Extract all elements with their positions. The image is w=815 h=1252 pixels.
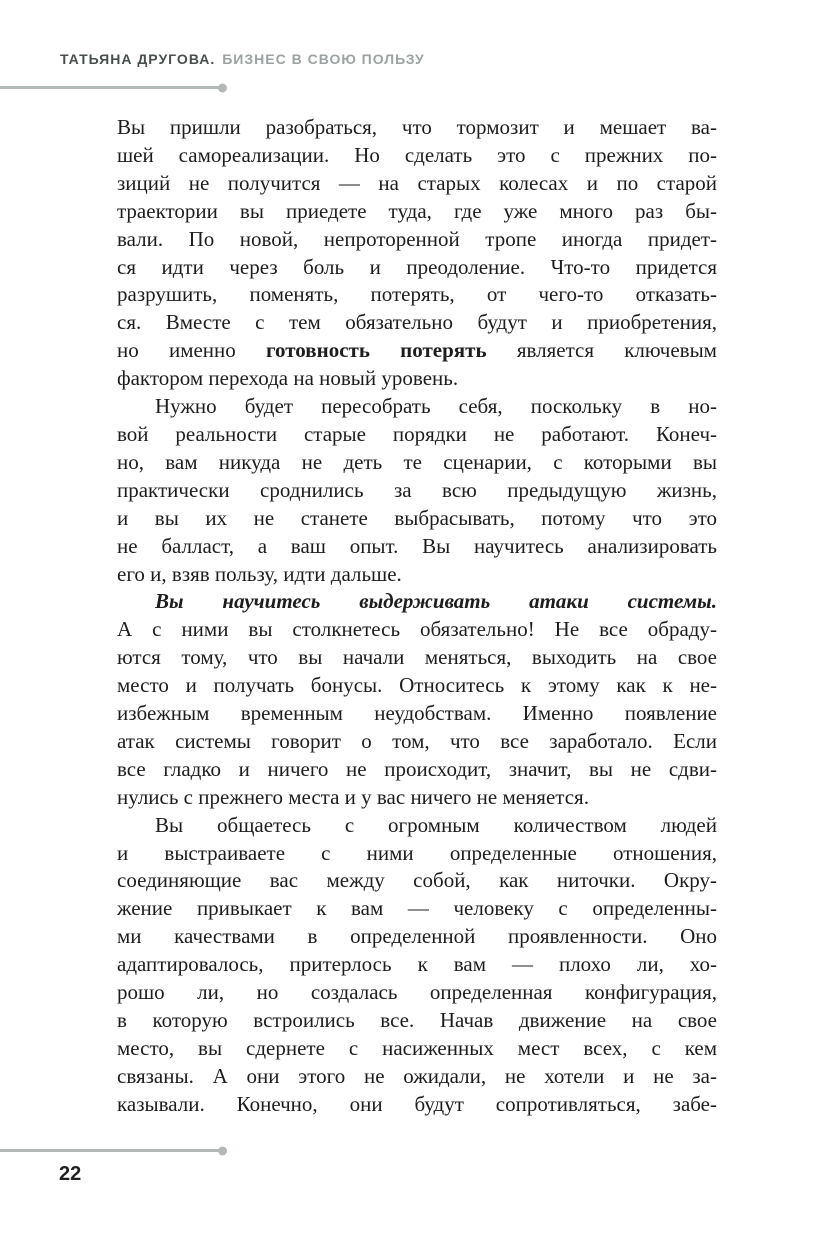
text-segment: но, вам никуда не деть те сценарии, с которыми вы <box>117 449 717 474</box>
text-line <box>117 812 717 840</box>
text-line <box>117 309 717 337</box>
text-segment: А с ними вы столкнетесь обязательно! Не все обраду- <box>117 617 717 642</box>
text-line <box>117 700 717 728</box>
text-segment: адаптировалось, притерлось к вам — плохо ли, хо- <box>117 952 717 977</box>
rule-end-dot <box>218 83 227 92</box>
text-line <box>117 951 717 979</box>
paragraph <box>117 588 717 811</box>
text-segment: фактором перехода на новый уровень. <box>117 366 459 391</box>
text-segment: Вы общаетесь с огромным количеством людей <box>155 812 717 837</box>
running-head <box>60 51 425 67</box>
text-line <box>117 728 717 756</box>
text-segment: ся идти через боль и преодоление. Что-то придется <box>117 254 717 279</box>
text-segment: жение привыкает к вам — человеку с определенны- <box>117 896 717 921</box>
text-line <box>117 979 717 1007</box>
text-segment: избежным временным неудобствам. Именно появление <box>117 701 717 726</box>
text-line <box>117 254 717 282</box>
text-line <box>117 644 717 672</box>
text-segment: нулись с прежнего места и у вас ничего не меняется. <box>117 784 589 809</box>
footer-rule <box>0 1149 219 1152</box>
text-segment: и выстраиваете с ними определенные отношения, <box>117 840 717 865</box>
text-line <box>117 393 717 421</box>
text-line <box>117 365 717 393</box>
text-line <box>117 421 717 449</box>
text-segment: и вы их не станете выбрасывать, потому что это <box>117 505 717 530</box>
text-line <box>117 198 717 226</box>
text-segment: в которую встроились все. Начав движение на свое <box>117 1008 717 1032</box>
text-line <box>117 281 717 309</box>
text-line <box>117 588 717 616</box>
text-segment: ся. Вместе с тем обязательно будут и приобретения, <box>117 310 717 335</box>
rule-end-dot <box>218 1146 227 1155</box>
text-segment: Нужно будет пересобрать себя, поскольку в но- <box>155 394 717 419</box>
text-line <box>117 756 717 784</box>
paragraph <box>117 393 717 588</box>
text-segment: ются тому, что вы начали меняться, выходить на свое <box>117 645 717 670</box>
paragraph <box>117 114 717 393</box>
text-line <box>117 477 717 505</box>
text-segment: вали. По новой, непроторенной тропе иногда придет- <box>117 226 717 251</box>
emphasized-text: готовность потерять <box>266 338 487 363</box>
text-line <box>117 226 717 254</box>
text-line <box>117 840 717 868</box>
text-segment: Вы пришли разобраться, что тормозит и мешает ва- <box>117 115 717 139</box>
text-segment: казывали. Конечно, они будут сопротивляться, забе- <box>117 1091 717 1116</box>
text-segment: место и получать бонусы. Относитесь к этому как к не- <box>117 673 717 698</box>
text-line <box>117 867 717 895</box>
text-segment: все гладко и ничего не происходит, значит, вы не сдви- <box>117 756 717 781</box>
text-line <box>117 1091 717 1119</box>
text-line <box>117 505 717 533</box>
book-title: БИЗНЕС В СВОЮ ПОЛЬЗУ <box>222 51 425 67</box>
text-line <box>117 923 717 951</box>
header-rule <box>0 86 219 89</box>
text-line <box>117 672 717 700</box>
text-line <box>117 449 717 477</box>
page-number: 22 <box>59 1163 82 1185</box>
text-line <box>117 142 717 170</box>
text-line <box>117 895 717 923</box>
emphasized-text: Вы научитесь выдерживать атаки системы. <box>155 589 717 614</box>
text-segment: атак системы говорит о том, что все заработало. Если <box>117 728 717 753</box>
text-line <box>117 1063 717 1091</box>
text-segment: шей самореализации. Но сделать это с прежних по- <box>117 142 717 167</box>
text-segment: место, вы сдернете с насиженных мест всех, с кем <box>117 1035 717 1060</box>
text-segment: не балласт, а ваш опыт. Вы научитесь анализировать <box>117 533 717 558</box>
text-segment: но именно <box>117 338 267 363</box>
text-segment: связаны. А они этого не ожидали, не хотели и не за- <box>117 1063 717 1088</box>
text-segment: вой реальности старые порядки не работают. Конеч- <box>117 421 717 446</box>
text-segment: зиций не получится — на старых колесах и по старой <box>117 170 717 195</box>
text-line <box>117 114 717 142</box>
text-line <box>117 170 717 198</box>
text-line <box>117 337 717 365</box>
text-segment: его и, взяв пользу, идти дальше. <box>117 561 402 586</box>
text-segment: разрушить, поменять, потерять, от чего-то отказать- <box>117 282 717 307</box>
text-line <box>117 1035 717 1063</box>
text-line <box>117 561 717 589</box>
text-line <box>117 616 717 644</box>
text-line <box>117 533 717 561</box>
body-text <box>117 114 717 1119</box>
text-segment: соединяющие вас между собой, как ниточки. Окру- <box>117 868 717 893</box>
text-segment: рошо ли, но создалась определенная конфигурация, <box>117 980 717 1005</box>
author-name: ТАТЬЯНА ДРУГОВА. <box>60 51 216 67</box>
text-segment: траектории вы приедете туда, где уже много раз бы- <box>117 198 717 223</box>
text-segment: является ключевым <box>486 338 717 363</box>
text-line <box>117 784 717 812</box>
text-line <box>117 1007 717 1035</box>
paragraph <box>117 812 717 1119</box>
text-segment: практически сроднились за всю предыдущую жизнь, <box>117 477 717 502</box>
text-segment: ми качествами в определенной проявленности. Оно <box>117 924 717 949</box>
